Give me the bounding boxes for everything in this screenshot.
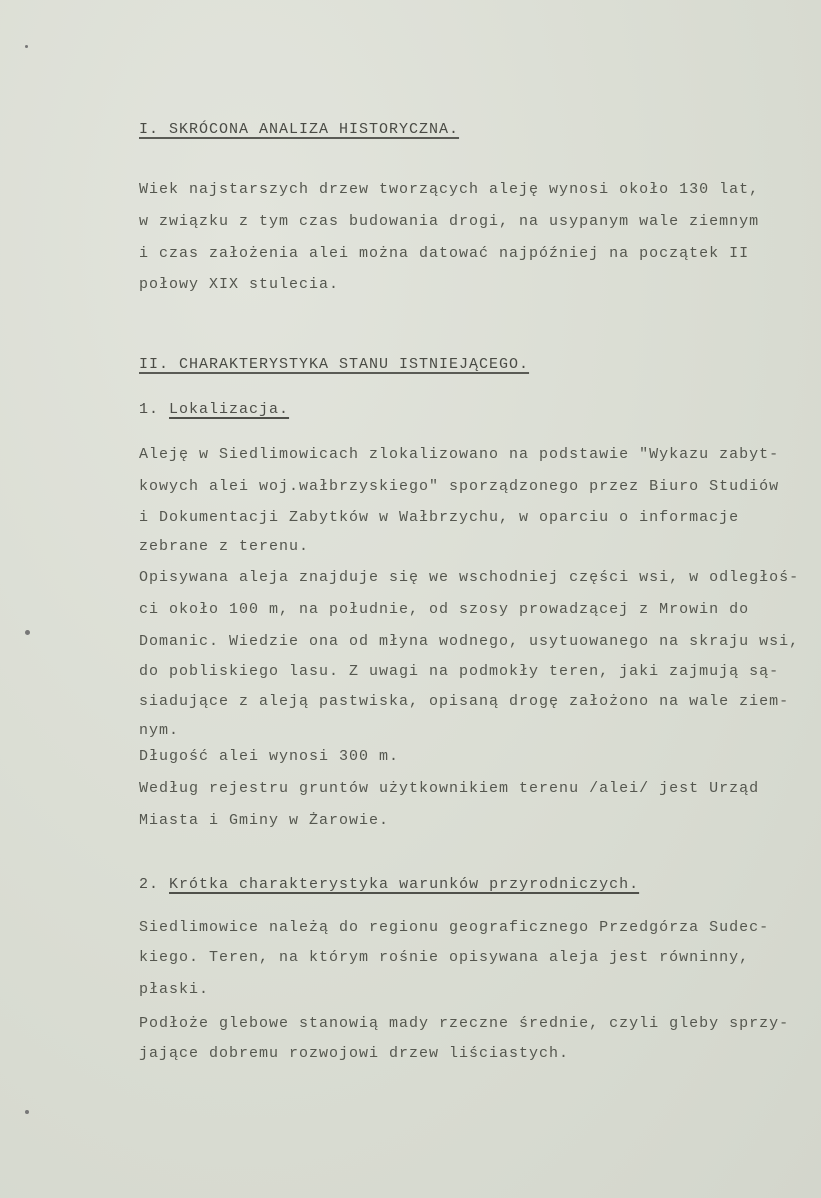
paragraph-line: kiego. Teren, na którym rośnie opisywana aleja jest równinny, [139,949,750,966]
paragraph-line: Długość alei wynosi 300 m. [139,748,400,765]
subsection-title: Krótka charakterystyka warunków przyrodniczych. [169,876,640,893]
paragraph-line: Miasta i Gminy w Żarowie. [139,812,390,829]
subsection-title: Lokalizacja. [169,401,290,418]
paragraph-line: nym. [139,722,180,739]
paragraph-line: Opisywana aleja znajduje się we wschodniej części wsi, w odległoś- [139,569,800,586]
paragraph-line: płaski. [139,981,210,998]
paragraph-line: Według rejestru gruntów użytkownikiem terenu /alei/ jest Urząd [139,780,760,797]
subsection-number: 2. [139,876,160,893]
margin-mark [25,1110,29,1114]
paragraph-line: jające dobremu rozwojowi drzew liściastych. [139,1045,570,1062]
margin-mark [25,45,28,48]
paragraph-line: i czas założenia alei można datować najpóźniej na początek II [139,245,750,262]
paragraph-line: Aleję w Siedlimowicach zlokalizowano na podstawie "Wykazu zabyt- [139,446,780,463]
paragraph-line: do pobliskiego lasu. Z uwagi na podmokły teren, jaki zajmują są- [139,663,780,680]
paragraph-line: Wiek najstarszych drzew tworzących aleję wynosi około 130 lat, [139,181,760,198]
paragraph-line: w związku z tym czas budowania drogi, na usypanym wale ziemnym [139,213,760,230]
subsection-number: 1. [139,401,160,418]
paragraph-line: i Dokumentacji Zabytków w Wałbrzychu, w oparciu o informacje [139,509,740,526]
paragraph-line: zebrane z terenu. [139,538,310,555]
subsection-heading-warunki [139,875,639,895]
paragraph-line: ci około 100 m, na południe, od szosy prowadzącej z Mrowin do [139,601,750,618]
section-heading-2: II. CHARAKTERYSTYKA STANU ISTNIEJĄCEGO. [139,356,530,373]
paragraph-line: połowy XIX stulecia. [139,276,340,293]
subsection-heading-lokalizacja [139,400,289,420]
paragraph-line: Domanic. Wiedzie ona od młyna wodnego, usytuowanego na skraju wsi, [139,633,800,650]
paragraph-line: siadujące z aleją pastwiska, opisaną drogę założono na wale ziem- [139,693,790,710]
margin-mark [25,630,30,635]
section-heading-1: I. SKRÓCONA ANALIZA HISTORYCZNA. [139,121,460,138]
paragraph-line: Siedlimowice należą do regionu geograficznego Przedgórza Sudec- [139,919,770,936]
paragraph-line: kowych alei woj.wałbrzyskiego" sporządzonego przez Biuro Studiów [139,478,780,495]
paragraph-line: Podłoże glebowe stanowią mady rzeczne średnie, czyli gleby sprzy- [139,1015,790,1032]
